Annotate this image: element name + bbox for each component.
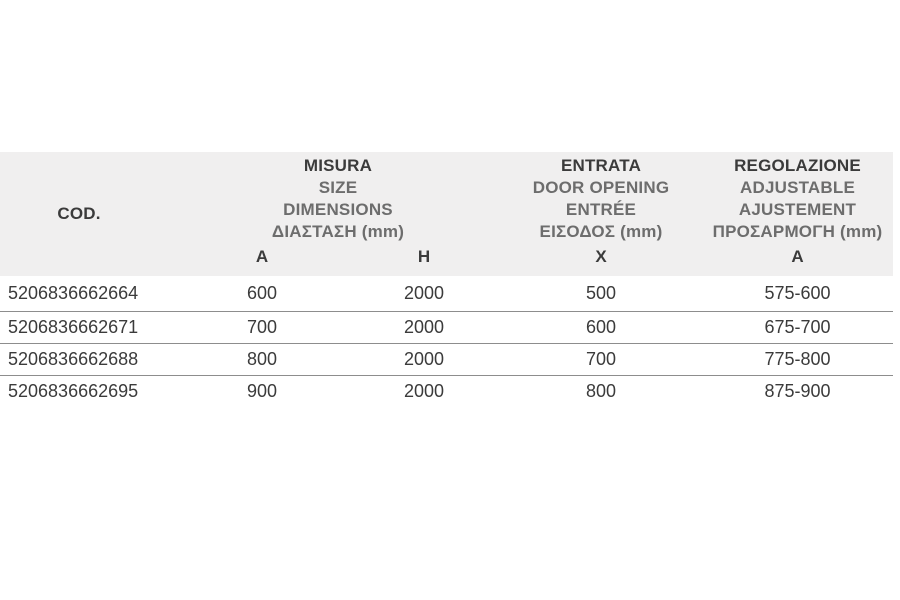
size-h-cell: 2000 <box>348 343 500 375</box>
size-a-cell: 700 <box>176 311 348 343</box>
size-label: SIZE <box>318 178 358 197</box>
adjustable-a-cell: 575-600 <box>702 276 893 311</box>
table-row <box>0 375 893 407</box>
entree-label: ENTRÉE <box>565 200 637 219</box>
table-row <box>0 343 893 375</box>
size-a-cell: 900 <box>176 375 348 407</box>
misura-label: MISURA <box>303 156 373 175</box>
regolazione-label: REGOLAZIONE <box>734 156 861 175</box>
size-a-cell: 800 <box>176 343 348 375</box>
adjustable-a-cell: 775-800 <box>702 343 893 375</box>
ajustement-label: AJUSTEMENT <box>738 200 857 219</box>
eisodos-label: ΕΙΣΟΔΟΣ (mm) <box>539 222 663 241</box>
subheader-h-height: H <box>348 243 500 276</box>
subheader-a-width: A <box>176 243 348 276</box>
size-a-cell: 600 <box>176 276 348 311</box>
cod-cell: 5206836662688 <box>0 343 176 375</box>
opening-x-cell: 600 <box>500 311 702 343</box>
table-body <box>0 276 893 407</box>
dimensions-label: DIMENSIONS <box>283 200 393 219</box>
size-h-cell: 2000 <box>348 375 500 407</box>
adjustable-a-cell: 675-700 <box>702 311 893 343</box>
size-h-cell: 2000 <box>348 276 500 311</box>
table-row <box>0 311 893 343</box>
header-group-row <box>0 152 893 243</box>
regolazione-column-header <box>702 152 893 243</box>
opening-x-cell: 800 <box>500 375 702 407</box>
cod-cell: 5206836662664 <box>0 276 176 311</box>
cod-cell: 5206836662671 <box>0 311 176 343</box>
misura-column-header <box>176 152 500 243</box>
table-row <box>0 276 893 311</box>
subheader-a-adjustable: A <box>702 243 893 276</box>
entrata-label: ENTRATA <box>560 156 642 175</box>
diastasi-label: ΔΙΑΣΤΑΣΗ (mm) <box>271 222 405 241</box>
opening-x-cell: 700 <box>500 343 702 375</box>
door-opening-label: DOOR OPENING <box>532 178 670 197</box>
cod-cell: 5206836662695 <box>0 375 176 407</box>
size-h-cell: 2000 <box>348 311 500 343</box>
adjustable-label: ADJUSTABLE <box>739 178 856 197</box>
product-spec-table <box>0 152 893 407</box>
opening-x-cell: 500 <box>500 276 702 311</box>
subheader-x-opening: X <box>500 243 702 276</box>
adjustable-a-cell: 875-900 <box>702 375 893 407</box>
prosarmogi-label: ΠΡΟΣΑΡΜΟΓΗ (mm) <box>712 222 883 241</box>
cod-column-header: COD. <box>0 152 176 276</box>
entrata-column-header <box>500 152 702 243</box>
table-header <box>0 152 893 276</box>
